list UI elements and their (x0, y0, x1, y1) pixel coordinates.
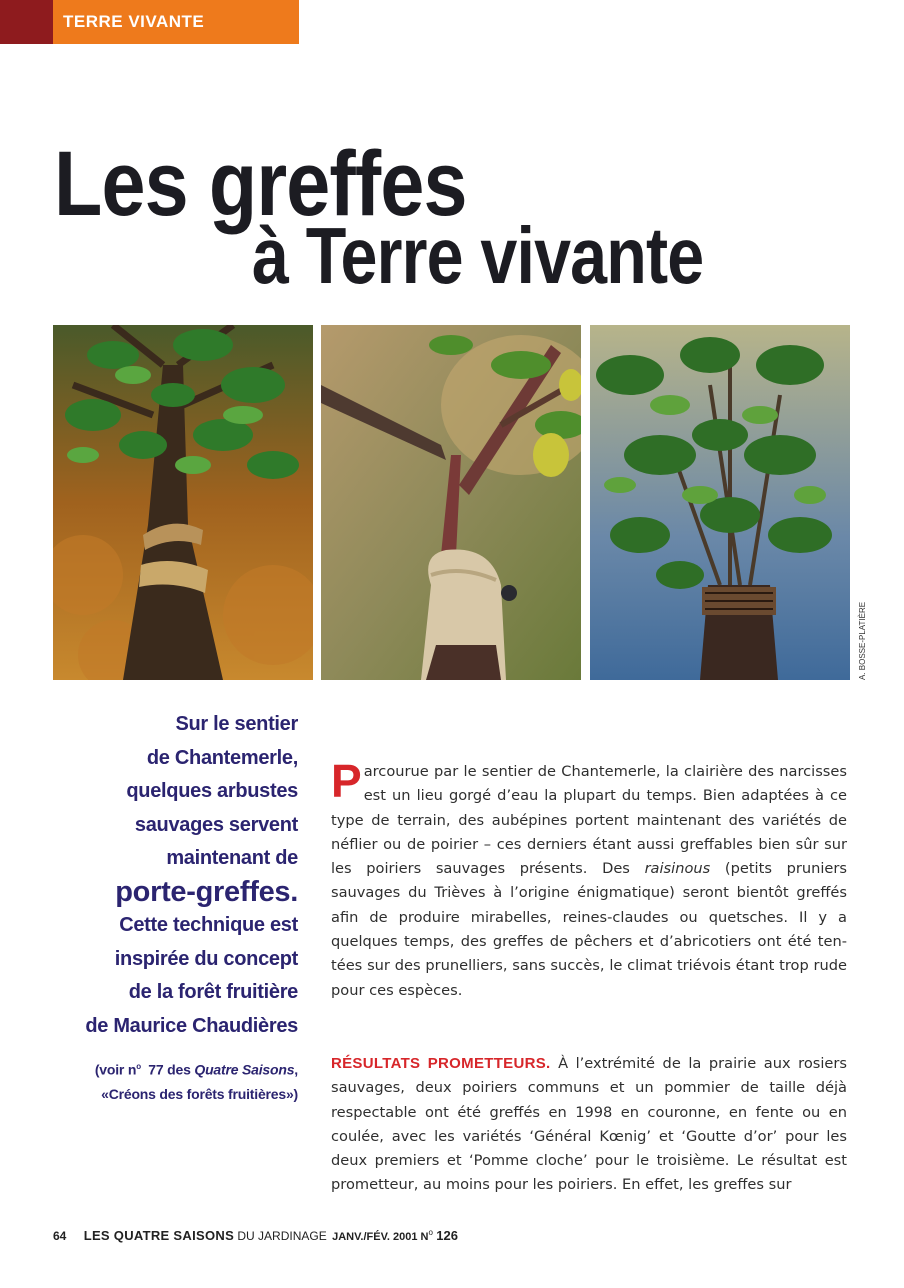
photo-graft-tied (53, 325, 313, 680)
page-number: 64 (53, 1229, 67, 1243)
article-title-line1: Les greffes (54, 133, 467, 235)
intro-line: de Chantemerle, (146, 746, 298, 769)
intro-blurb (40, 708, 298, 1043)
intro-line: quelques arbustes (126, 780, 298, 802)
article-title-line2: à Terre vivante (252, 211, 704, 300)
intro-highlight: porte-greffes. (115, 875, 298, 908)
header-dark-block (0, 0, 53, 44)
intro-line: inspirée du concept (114, 947, 298, 970)
magazine-suffix: DU JARDINAGE (237, 1229, 327, 1243)
article-paragraph-2: RÉSULTATS PROMETTEURS. À l’extrémité de la prairie aux rosiers sauvages, deux poiriers communs et un pommier de taille déjà respectable ont été greffés en 1998 en couronne, en fente ou en coulée, avec les variétés ‘Général Kœnig’ et ‘Goutte d’or’ pour les deux premiers et ‘Pomme cloche’ pour le troisième. Le résultat est prometteur, au moins pour les poiriers. En effet, les greffes sur (331, 1055, 847, 1194)
photo-graft-crown (590, 325, 850, 680)
article-paragraph-1: Parcourue par le sentier de Chantemerle, la clairière des narcisses est un lieu gorgé d’eau la plupart du temps. Bien adaptées à ce type de terrain, des aubépines portent maintenant des variétés de néflier ou de poirier – ces derniers étant aussi greffables bien sûr sur les poiriers sauvages présents. Des raisinous (petits pruniers sauvages du Trièves à l’origine énigmatique) seront bientôt greffés afin de produire mirabelles, reines-claudes ou quetsches. Il y a quelques temps, des greffes de pêchers et d’abricotiers ont été ten-tées sur des prunelliers, sans succès, le climat triévois étant trop rude pour ces espèces. (331, 755, 847, 999)
intro-line: de Maurice Chaudières (85, 1014, 298, 1037)
dropcap: P (331, 755, 362, 807)
intro-line: Sur le sentier (175, 713, 298, 735)
intro-reference-note: (voir $n^o$ 77 des Quatre Saisons, «Créons des forêts fruitières») (94, 1061, 298, 1102)
section-label: TERRE VIVANTE (63, 12, 205, 31)
intro-line: de la forêt fruitière (128, 981, 298, 1003)
intro-line: sauvages servent (134, 813, 298, 836)
photo-graft-mastic (321, 325, 581, 680)
intro-line: Cette technique est (119, 914, 298, 936)
photo-credit: A. BOSSE-PLATIÈRE (858, 601, 867, 680)
subheading: RÉSULTATS PROMETTEURS. (331, 1055, 551, 1072)
magazine-name: LES QUATRE SAISONS (83, 1228, 235, 1243)
intro-line: maintenant de (166, 847, 298, 869)
issue-number: 126 (436, 1228, 458, 1243)
page-footer: 64 LES QUATRE SAISONS DU JARDINAGE JANV./FÉV. 2001 $N^o$ 126 (53, 1228, 458, 1243)
issue-date: JANV./FÉV. 2001 N (332, 1231, 429, 1243)
